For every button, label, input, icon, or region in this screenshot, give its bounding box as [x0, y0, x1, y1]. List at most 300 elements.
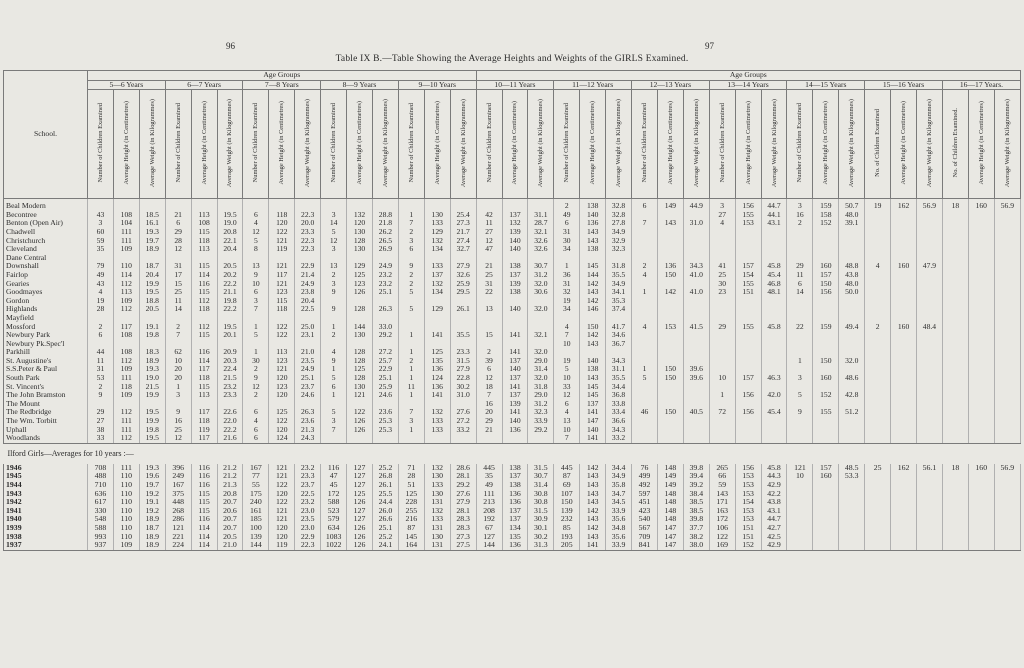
table-cell: 224: [165, 541, 191, 550]
table-cell: [942, 271, 968, 280]
table-cell: 29.5: [450, 288, 476, 297]
table-cell: [632, 417, 658, 426]
table-cell: [476, 340, 502, 349]
table-cell: 19.5: [139, 408, 165, 417]
table-cell: [917, 541, 943, 550]
table-cell: 112: [113, 408, 139, 417]
table-cell: 49: [554, 211, 580, 220]
table-cell: [917, 340, 943, 349]
table-cell: 25.4: [450, 211, 476, 220]
table-cell: [787, 490, 813, 499]
table-cell: 149: [657, 199, 683, 211]
table-cell: 20.2: [217, 271, 243, 280]
table-cell: 121: [269, 262, 295, 271]
table-cell: 50.0: [839, 288, 865, 297]
table-cell: 138: [580, 199, 606, 211]
weight-column-header: [217, 90, 243, 199]
table-cell: 30.7: [528, 472, 554, 481]
table-cell: 27.6: [450, 490, 476, 499]
table-cell: 22.9: [295, 533, 321, 542]
table-cell: 121: [269, 280, 295, 289]
table-cell: 143: [580, 472, 606, 481]
table-cell: [709, 383, 735, 392]
table-cell: 28.8: [372, 211, 398, 220]
table-cell: [554, 314, 580, 323]
table-cell: 34: [554, 305, 580, 314]
table-cell: 31: [165, 262, 191, 271]
table-cell: 185: [243, 515, 269, 524]
table-cell: 56.9: [994, 464, 1020, 473]
school-row: [4, 323, 1021, 332]
school-row: [4, 340, 1021, 349]
row-label: Uphall: [4, 426, 88, 435]
table-cell: 139: [243, 533, 269, 542]
table-cell: 135: [502, 533, 528, 542]
table-cell: 42.0: [761, 391, 787, 400]
table-cell: [269, 314, 295, 323]
table-cell: 143: [580, 237, 606, 246]
table-cell: 106: [709, 524, 735, 533]
table-cell: 19.2: [139, 490, 165, 499]
count-column-header-label: Number of Children Examined: [252, 103, 260, 183]
table-cell: 155: [735, 323, 761, 332]
table-cell: 22.9: [295, 262, 321, 271]
table-cell: 43.1: [761, 219, 787, 228]
table-cell: [942, 262, 968, 271]
table-cell: [994, 237, 1020, 246]
table-cell: 143: [580, 374, 606, 383]
table-cell: [891, 383, 917, 392]
table-cell: 31.1: [606, 365, 632, 374]
table-cell: [813, 365, 839, 374]
table-cell: 128: [347, 374, 373, 383]
table-cell: 104: [113, 219, 139, 228]
table-cell: 19.0: [217, 219, 243, 228]
year-row: [4, 515, 1021, 524]
table-cell: [917, 348, 943, 357]
count-column-header: [865, 90, 891, 199]
table-cell: 27.9: [450, 262, 476, 271]
table-cell: [891, 288, 917, 297]
table-cell: 2: [398, 271, 424, 280]
table-cell: 2: [165, 323, 191, 332]
table-cell: 121: [269, 237, 295, 246]
table-cell: 161: [243, 507, 269, 516]
table-cell: [994, 288, 1020, 297]
row-label: St. Vincent's: [4, 383, 88, 392]
table-cell: 49.4: [839, 323, 865, 332]
table-cell: 53.3: [839, 472, 865, 481]
table-cell: [891, 305, 917, 314]
table-cell: 20.8: [217, 490, 243, 499]
table-cell: [968, 524, 994, 533]
table-cell: 109: [113, 297, 139, 306]
school-row: [4, 228, 1021, 237]
table-cell: 25.2: [372, 533, 398, 542]
table-cell: [891, 219, 917, 228]
table-cell: 130: [424, 211, 450, 220]
table-cell: [632, 434, 658, 443]
table-cell: 13: [554, 417, 580, 426]
table-cell: 147: [580, 417, 606, 426]
table-cell: 34.6: [606, 331, 632, 340]
table-cell: [968, 211, 994, 220]
ilford-averages-heading: Ilford Girls—Averages for 10 years :—: [7, 448, 134, 458]
table-cell: 113: [191, 245, 217, 254]
table-cell: 27.3: [450, 533, 476, 542]
table-cell: 130: [347, 245, 373, 254]
height-column-header-label: Average Height (in Centimetres): [200, 101, 208, 185]
table-cell: [994, 481, 1020, 490]
table-cell: 31.8: [606, 262, 632, 271]
table-cell: 27: [709, 211, 735, 220]
table-cell: 2: [398, 280, 424, 289]
table-cell: [321, 314, 347, 323]
table-cell: 25.1: [295, 374, 321, 383]
table-cell: 41.0: [683, 271, 709, 280]
table-cell: 150: [554, 498, 580, 507]
table-cell: 59: [88, 237, 114, 246]
table-cell: [217, 340, 243, 349]
table-cell: [139, 314, 165, 323]
table-cell: 44.9: [683, 199, 709, 211]
table-cell: 35: [88, 245, 114, 254]
table-cell: [632, 348, 658, 357]
table-cell: [735, 314, 761, 323]
table-cell: 35.3: [606, 297, 632, 306]
table-cell: 21.3: [295, 426, 321, 435]
table-cell: 5: [787, 391, 813, 400]
table-cell: [657, 357, 683, 366]
table-cell: 116: [191, 280, 217, 289]
table-cell: 597: [632, 490, 658, 499]
table-cell: [891, 541, 917, 550]
table-cell: 22.6: [217, 408, 243, 417]
table-cell: 4: [554, 408, 580, 417]
table-cell: [139, 254, 165, 263]
table-cell: 12: [243, 383, 269, 392]
table-cell: 33: [554, 383, 580, 392]
row-label: 1945: [4, 472, 88, 481]
table-cell: 43.1: [761, 507, 787, 516]
table-cell: 126: [347, 498, 373, 507]
table-cell: 160: [891, 262, 917, 271]
table-cell: 112: [191, 323, 217, 332]
table-cell: 13: [243, 262, 269, 271]
table-cell: 6: [243, 434, 269, 443]
table-cell: [683, 357, 709, 366]
table-cell: 153: [735, 472, 761, 481]
table-cell: 142: [657, 288, 683, 297]
table-cell: 127: [347, 464, 373, 473]
table-cell: [502, 340, 528, 349]
table-cell: 139: [554, 507, 580, 516]
table-cell: [968, 245, 994, 254]
table-cell: 143: [580, 340, 606, 349]
height-column-header: [968, 90, 994, 199]
table-cell: 11: [398, 383, 424, 392]
table-cell: [243, 199, 269, 211]
table-cell: [683, 340, 709, 349]
table-cell: 33: [88, 434, 114, 443]
table-cell: 135: [424, 357, 450, 366]
table-cell: 147: [657, 533, 683, 542]
table-cell: 32.0: [839, 357, 865, 366]
table-cell: [347, 254, 373, 263]
table-cell: 142: [580, 297, 606, 306]
table-cell: [632, 297, 658, 306]
row-label: The Wm. Torbitt: [4, 417, 88, 426]
table-cell: 153: [735, 507, 761, 516]
table-cell: 22: [476, 288, 502, 297]
table-cell: [839, 498, 865, 507]
school-row: [4, 357, 1021, 366]
table-cell: [787, 524, 813, 533]
row-label: 1940: [4, 515, 88, 524]
table-cell: [994, 340, 1020, 349]
table-cell: 143: [580, 481, 606, 490]
table-cell: 136: [502, 541, 528, 550]
table-cell: 39.1: [839, 219, 865, 228]
table-cell: 6: [243, 288, 269, 297]
table-cell: 37.7: [683, 524, 709, 533]
table-cell: 18.8: [139, 297, 165, 306]
height-column-header-label: Average Height (in Centimetres): [433, 101, 441, 185]
table-cell: 27.8: [606, 219, 632, 228]
table-cell: 193: [554, 533, 580, 542]
table-cell: 22.8: [450, 374, 476, 383]
table-cell: [994, 314, 1020, 323]
table-cell: 634: [321, 524, 347, 533]
row-label: The John Bramston: [4, 391, 88, 400]
table-cell: [865, 490, 891, 499]
table-cell: 148: [657, 498, 683, 507]
table-cell: [709, 426, 735, 435]
weight-column-header: [139, 90, 165, 199]
table-cell: 128: [347, 357, 373, 366]
table-cell: 22.3: [295, 245, 321, 254]
table-cell: 709: [632, 533, 658, 542]
table-cell: 28.3: [450, 515, 476, 524]
table-cell: 130: [424, 490, 450, 499]
table-cell: 30.9: [528, 515, 554, 524]
table-cell: [839, 524, 865, 533]
page-number-left: 96: [226, 41, 235, 51]
school-row: [4, 426, 1021, 435]
table-cell: 127: [347, 507, 373, 516]
table-cell: 110: [113, 498, 139, 507]
table-cell: 125: [347, 365, 373, 374]
table-cell: 131: [424, 498, 450, 507]
table-cell: 143: [709, 490, 735, 499]
table-cell: 25.1: [372, 524, 398, 533]
table-cell: 25: [476, 271, 502, 280]
table-cell: 33.0: [372, 323, 398, 332]
table-cell: 142: [580, 464, 606, 473]
row-label: Chadwell: [4, 228, 88, 237]
table-cell: 100: [243, 524, 269, 533]
table-cell: 141: [424, 391, 450, 400]
table-cell: 26.8: [372, 472, 398, 481]
table-cell: 160: [813, 262, 839, 271]
table-cell: 36.6: [606, 417, 632, 426]
table-cell: 155: [813, 408, 839, 417]
table-cell: 19.3: [139, 464, 165, 473]
weight-column-header-label: Average Weight (in Kilogrammes): [148, 98, 156, 187]
school-row: [4, 331, 1021, 340]
table-cell: 2: [321, 271, 347, 280]
table-cell: 16: [476, 400, 502, 409]
table-cell: [917, 408, 943, 417]
table-cell: [476, 434, 502, 443]
table-cell: 137: [502, 357, 528, 366]
table-cell: [942, 340, 968, 349]
table-cell: [865, 383, 891, 392]
table-cell: 26.1: [450, 305, 476, 314]
table-cell: 118: [191, 305, 217, 314]
table-cell: 133: [424, 417, 450, 426]
table-cell: 130: [347, 228, 373, 237]
table-cell: [657, 228, 683, 237]
table-cell: 137: [502, 472, 528, 481]
table-cell: 140: [502, 365, 528, 374]
table-cell: 39: [476, 357, 502, 366]
table-cell: 35.6: [606, 515, 632, 524]
table-cell: 127: [347, 515, 373, 524]
table-cell: [632, 400, 658, 409]
table-cell: [839, 417, 865, 426]
table-cell: 116: [191, 464, 217, 473]
table-cell: 156: [735, 408, 761, 417]
table-cell: 35.8: [606, 481, 632, 490]
weight-column-header-label: Average Weight (in Kilogrammes): [537, 98, 545, 187]
table-cell: 21.5: [139, 383, 165, 392]
table-cell: 33.8: [606, 400, 632, 409]
table-cell: [994, 417, 1020, 426]
table-cell: 32.1: [528, 228, 554, 237]
table-cell: 123: [269, 288, 295, 297]
table-cell: 19.8: [217, 297, 243, 306]
table-cell: 9: [165, 408, 191, 417]
table-cell: 120: [269, 426, 295, 435]
table-cell: 120: [269, 391, 295, 400]
table-cell: [139, 400, 165, 409]
count-column-header: [476, 90, 502, 199]
weight-column-header-label: Average Weight (in Kilogrammes): [459, 98, 467, 187]
table-cell: 164: [398, 541, 424, 550]
table-cell: [632, 237, 658, 246]
table-cell: 127: [347, 472, 373, 481]
table-cell: 56.9: [917, 199, 943, 211]
table-cell: 31.8: [528, 383, 554, 392]
table-cell: 19: [554, 297, 580, 306]
table-cell: 108: [113, 348, 139, 357]
table-cell: 67: [476, 524, 502, 533]
weight-column-header: [606, 90, 632, 199]
table-cell: 130: [347, 383, 373, 392]
table-cell: 43.8: [761, 498, 787, 507]
table-cell: [761, 400, 787, 409]
table-cell: [839, 481, 865, 490]
table-cell: 2: [476, 348, 502, 357]
table-cell: 132: [347, 211, 373, 220]
table-cell: 38.0: [683, 541, 709, 550]
table-cell: [321, 340, 347, 349]
table-cell: 1022: [321, 541, 347, 550]
table-cell: 115: [191, 490, 217, 499]
height-column-header-label: Average Height (in Centimetres): [900, 101, 908, 185]
table-cell: 22.4: [217, 365, 243, 374]
table-cell: [891, 245, 917, 254]
table-cell: 2: [554, 199, 580, 211]
table-cell: 175: [243, 490, 269, 499]
table-cell: 147: [657, 541, 683, 550]
table-cell: 7: [398, 408, 424, 417]
table-cell: [968, 228, 994, 237]
table-cell: 38.4: [683, 490, 709, 499]
table-cell: [813, 331, 839, 340]
row-label: Mayfield: [4, 314, 88, 323]
table-cell: 6: [243, 408, 269, 417]
table-cell: 150: [813, 357, 839, 366]
table-cell: 18.9: [139, 245, 165, 254]
table-cell: [735, 434, 761, 443]
table-cell: [839, 533, 865, 542]
height-column-header-label: Average Height (in Centimetres): [511, 101, 519, 185]
table-cell: 23.2: [295, 498, 321, 507]
table-cell: [813, 340, 839, 349]
table-cell: 117: [191, 434, 217, 443]
table-cell: 79: [88, 262, 114, 271]
table-cell: [424, 400, 450, 409]
table-cell: 34.9: [606, 280, 632, 289]
table-cell: [683, 245, 709, 254]
table-cell: 25.2: [372, 464, 398, 473]
table-cell: 126: [347, 288, 373, 297]
table-cell: [113, 314, 139, 323]
table-cell: 119: [191, 426, 217, 435]
table-cell: 25.0: [295, 323, 321, 332]
table-cell: [968, 237, 994, 246]
table-cell: 46.3: [761, 374, 787, 383]
table-cell: 141: [502, 408, 528, 417]
weight-column-header-label: Average Weight (in Kilogrammes): [304, 98, 312, 187]
table-cell: 169: [709, 541, 735, 550]
table-cell: [657, 400, 683, 409]
table-cell: [269, 340, 295, 349]
table-cell: 136: [580, 219, 606, 228]
table-cell: [787, 348, 813, 357]
table-cell: 41.7: [606, 323, 632, 332]
table-cell: 151: [735, 524, 761, 533]
count-column-header: [398, 90, 424, 199]
table-cell: 492: [632, 481, 658, 490]
table-cell: 7: [632, 219, 658, 228]
table-cell: [994, 541, 1020, 550]
table-cell: 23.2: [217, 383, 243, 392]
table-cell: [657, 434, 683, 443]
table-cell: 141: [502, 383, 528, 392]
table-cell: [994, 245, 1020, 254]
table-cell: 48.0: [839, 280, 865, 289]
school-row: [4, 434, 1021, 443]
table-cell: 43: [88, 280, 114, 289]
table-cell: 116: [191, 472, 217, 481]
table-cell: [709, 434, 735, 443]
table-cell: 30: [243, 357, 269, 366]
table-cell: 120: [269, 490, 295, 499]
table-cell: 20.4: [139, 271, 165, 280]
